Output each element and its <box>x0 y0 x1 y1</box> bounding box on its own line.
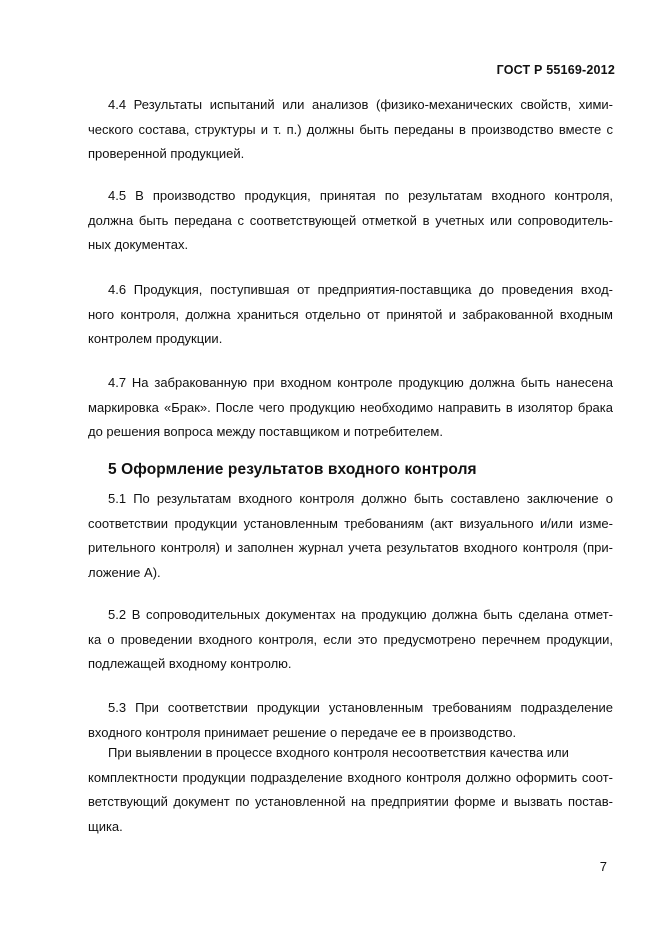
paragraph-5-1 <box>88 487 613 585</box>
paragraph-line: 4.5 В производство продукция, принятая по результатам входного контроля, <box>108 188 613 203</box>
paragraph-4-4 <box>88 93 613 167</box>
paragraph-line: 4.4 Результаты испытаний или анализов (физико-механических свойств, хими- <box>108 97 613 112</box>
paragraph-5-3 <box>88 696 613 745</box>
paragraph-line: 5.3 При соответствии продукции установленным требованиям подразделение <box>108 700 613 715</box>
paragraph-line: должна быть передана с соответствующей отметкой в учетных или сопроводитель- <box>88 212 613 228</box>
section-heading: 5 Оформление результатов входного контроля <box>108 461 477 478</box>
paragraph-4-7 <box>88 371 613 445</box>
paragraph-line: ка о проведении входного контроля, если это предусмотрено перечнем продукции, <box>88 631 613 647</box>
paragraph-line: ческого состава, структуры и т. п.) должны быть переданы в производство вместе с <box>88 121 613 137</box>
page-number: 7 <box>599 859 607 874</box>
paragraph-line: ложение А). <box>88 564 161 580</box>
paragraph-line: контролем продукции. <box>88 331 223 346</box>
paragraph-line: проверенной продукцией. <box>88 146 245 161</box>
paragraph-line: соответствии продукции установленным требованиям (акт визуального и/или изме- <box>88 515 613 531</box>
paragraph-line: ветствующий документ по установленной на предприятии форме и вызвать постав- <box>88 794 613 809</box>
paragraph-line: щика. <box>88 818 123 834</box>
paragraph-line: рительного контроля) и заполнен журнал учета результатов входного контроля (при- <box>88 540 613 555</box>
paragraph-line: 5.1 По результатам входного контроля должно быть составлено заключение о <box>108 491 613 506</box>
paragraph-line: маркировка «Брак». После чего продукцию необходимо направить в изолятор брака <box>88 399 613 415</box>
paragraph-line: 5.2 В сопроводительных документах на продукцию должна быть сделана отмет- <box>108 607 613 622</box>
paragraph-line: 4.6 Продукция, поступившая от предприятия-поставщика до проведения вход- <box>108 282 613 297</box>
document-code: ГОСТ Р 55169-2012 <box>496 63 615 77</box>
paragraph-line: При выявлении в процессе входного контроля несоответствия качества или <box>108 745 569 760</box>
paragraph-4-5 <box>88 184 613 258</box>
paragraph-5-2 <box>88 603 613 677</box>
paragraph-5-3-continued <box>88 741 613 839</box>
paragraph-line: ных документах. <box>88 237 189 252</box>
paragraph-line: входного контроля принимает решение о передаче ее в производство. <box>88 724 517 740</box>
paragraph-line: до решения вопроса между поставщиком и потребителем. <box>88 424 443 439</box>
paragraph-4-6 <box>88 278 613 352</box>
paragraph-line: ного контроля, должна храниться отдельно от принятой и забракованной входным <box>88 306 613 322</box>
paragraph-line: 4.7 На забракованную при входном контроле продукцию должна быть нанесена <box>108 375 613 390</box>
paragraph-line: подлежащей входному контролю. <box>88 656 292 671</box>
paragraph-line: комплектности продукции подразделение входного контроля должно оформить соот- <box>88 769 613 785</box>
